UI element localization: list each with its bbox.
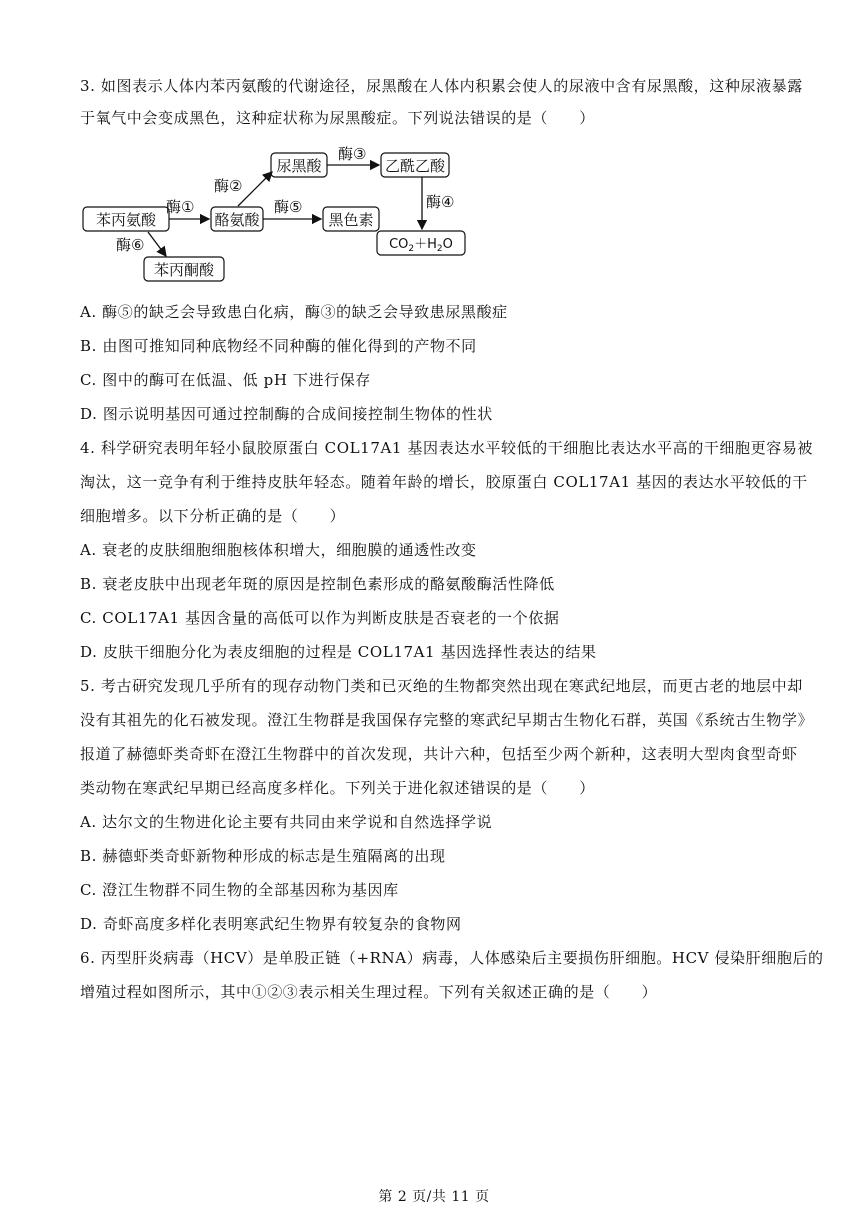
page-footer: 第 2 页/共 11 页 <box>378 1189 490 1205</box>
arrow-tyr-to-hga <box>238 172 272 206</box>
q6-stem-line-2: 增殖过程如图所示，其中①②③表示相关生理过程。下列有关叙述正确的是（ ） <box>80 983 658 1001</box>
q3-stem-line-2: 于氧气中会变成黑色，这种症状称为尿黑酸症。下列说法错误的是（ ） <box>80 109 595 127</box>
node-tyrosine: 酪氨酸 <box>214 211 260 229</box>
q6-stem-line-1: 6. 丙型肝炎病毒（HCV）是单股正链（+RNA）病毒，人体感染后主要损伤肝细胞。HCV 侵染肝细胞后的 <box>80 949 824 967</box>
enzyme-label-6: 酶⑥ <box>116 236 145 254</box>
q5-option-b: B. 赫德虾类奇虾新物种形成的标志是生殖隔离的出现 <box>80 847 446 865</box>
q3-option-c: C. 图中的酶可在低温、低 pH 下进行保存 <box>80 371 371 389</box>
q5-option-c: C. 澄江生物群不同生物的全部基因称为基因库 <box>80 881 399 899</box>
arrow-phe-to-ppa <box>148 232 166 256</box>
q4-stem-line-3: 细胞增多。以下分析正确的是（ ） <box>80 507 346 525</box>
enzyme-label-3: 酶③ <box>338 145 367 163</box>
q3-option-d: D. 图示说明基因可通过控制酶的合成间接控制生物体的性状 <box>80 405 493 423</box>
q5-stem-line-2: 没有其祖先的化石被发现。澄江生物群是我国保存完整的寒武纪早期古生物化石群，英国《系统古生物学》 <box>80 711 814 729</box>
enzyme-label-2: 酶② <box>214 177 243 195</box>
q3-stem-line-1: 3. 如图表示人体内苯丙氨酸的代谢途径，尿黑酸在人体内积累会使人的尿液中含有尿黑酸，这种尿液暴露 <box>80 77 803 95</box>
node-homogentisic: 尿黑酸 <box>276 157 322 175</box>
q4-option-d: D. 皮肤干细胞分化为表皮细胞的过程是 COL17A1 基因选择性表达的结果 <box>80 643 597 661</box>
enzyme-label-1: 酶① <box>166 198 195 216</box>
node-melanin: 黑色素 <box>328 211 374 229</box>
node-acetoacetate: 乙酰乙酸 <box>384 157 446 175</box>
q5-stem-line-4: 类动物在寒武纪早期已经高度多样化。下列关于进化叙述错误的是（ ） <box>80 779 595 797</box>
q3-option-b: B. 由图可推知同种底物经不同种酶的催化得到的产物不同 <box>80 337 477 355</box>
q5-option-a: A. 达尔文的生物进化论主要有共同由来学说和自然选择学说 <box>80 813 493 831</box>
node-co2-h2o: $CO_2+H_2O$ <box>389 237 453 254</box>
q5-stem-line-1: 5. 考古研究发现几乎所有的现存动物门类和已灭绝的生物都突然出现在寒武纪地层，而更古老的地层中却 <box>80 677 803 695</box>
q3-option-a: A. 酶⑤的缺乏会导致患白化病，酶③的缺乏会导致患尿黑酸症 <box>80 303 508 321</box>
q4-stem-line-1: 4. 科学研究表明年轻小鼠胶原蛋白 COL17A1 基因表达水平较低的干细胞比表达水平高的干细胞更容易被 <box>80 439 814 457</box>
q5-stem-line-3: 报道了赫德虾类奇虾在澄江生物群中的首次发现，共计六种，包括至少两个新种，这表明大型肉食型奇虾 <box>80 745 798 763</box>
enzyme-label-5: 酶⑤ <box>274 198 303 216</box>
q4-option-c: C. COL17A1 基因含量的高低可以作为判断皮肤是否衰老的一个依据 <box>80 609 560 627</box>
q4-option-b: B. 衰老皮肤中出现老年斑的原因是控制色素形成的酪氨酸酶活性降低 <box>80 575 555 593</box>
node-phenylalanine: 苯丙氨酸 <box>95 211 157 229</box>
q4-option-a: A. 衰老的皮肤细胞细胞核体积增大，细胞膜的通透性改变 <box>80 541 477 559</box>
node-phenylpyruvate: 苯丙酮酸 <box>153 261 215 279</box>
enzyme-label-4: 酶④ <box>426 193 455 211</box>
q4-stem-line-2: 淘汰，这一竞争有利于维持皮肤年轻态。随着年龄的增长，胶原蛋白 COL17A1 基因的表达水平较低的干 <box>80 473 808 491</box>
metabolic-pathway-diagram <box>78 140 498 285</box>
q5-option-d: D. 奇虾高度多样化表明寒武纪生物界有较复杂的食物网 <box>80 915 462 933</box>
